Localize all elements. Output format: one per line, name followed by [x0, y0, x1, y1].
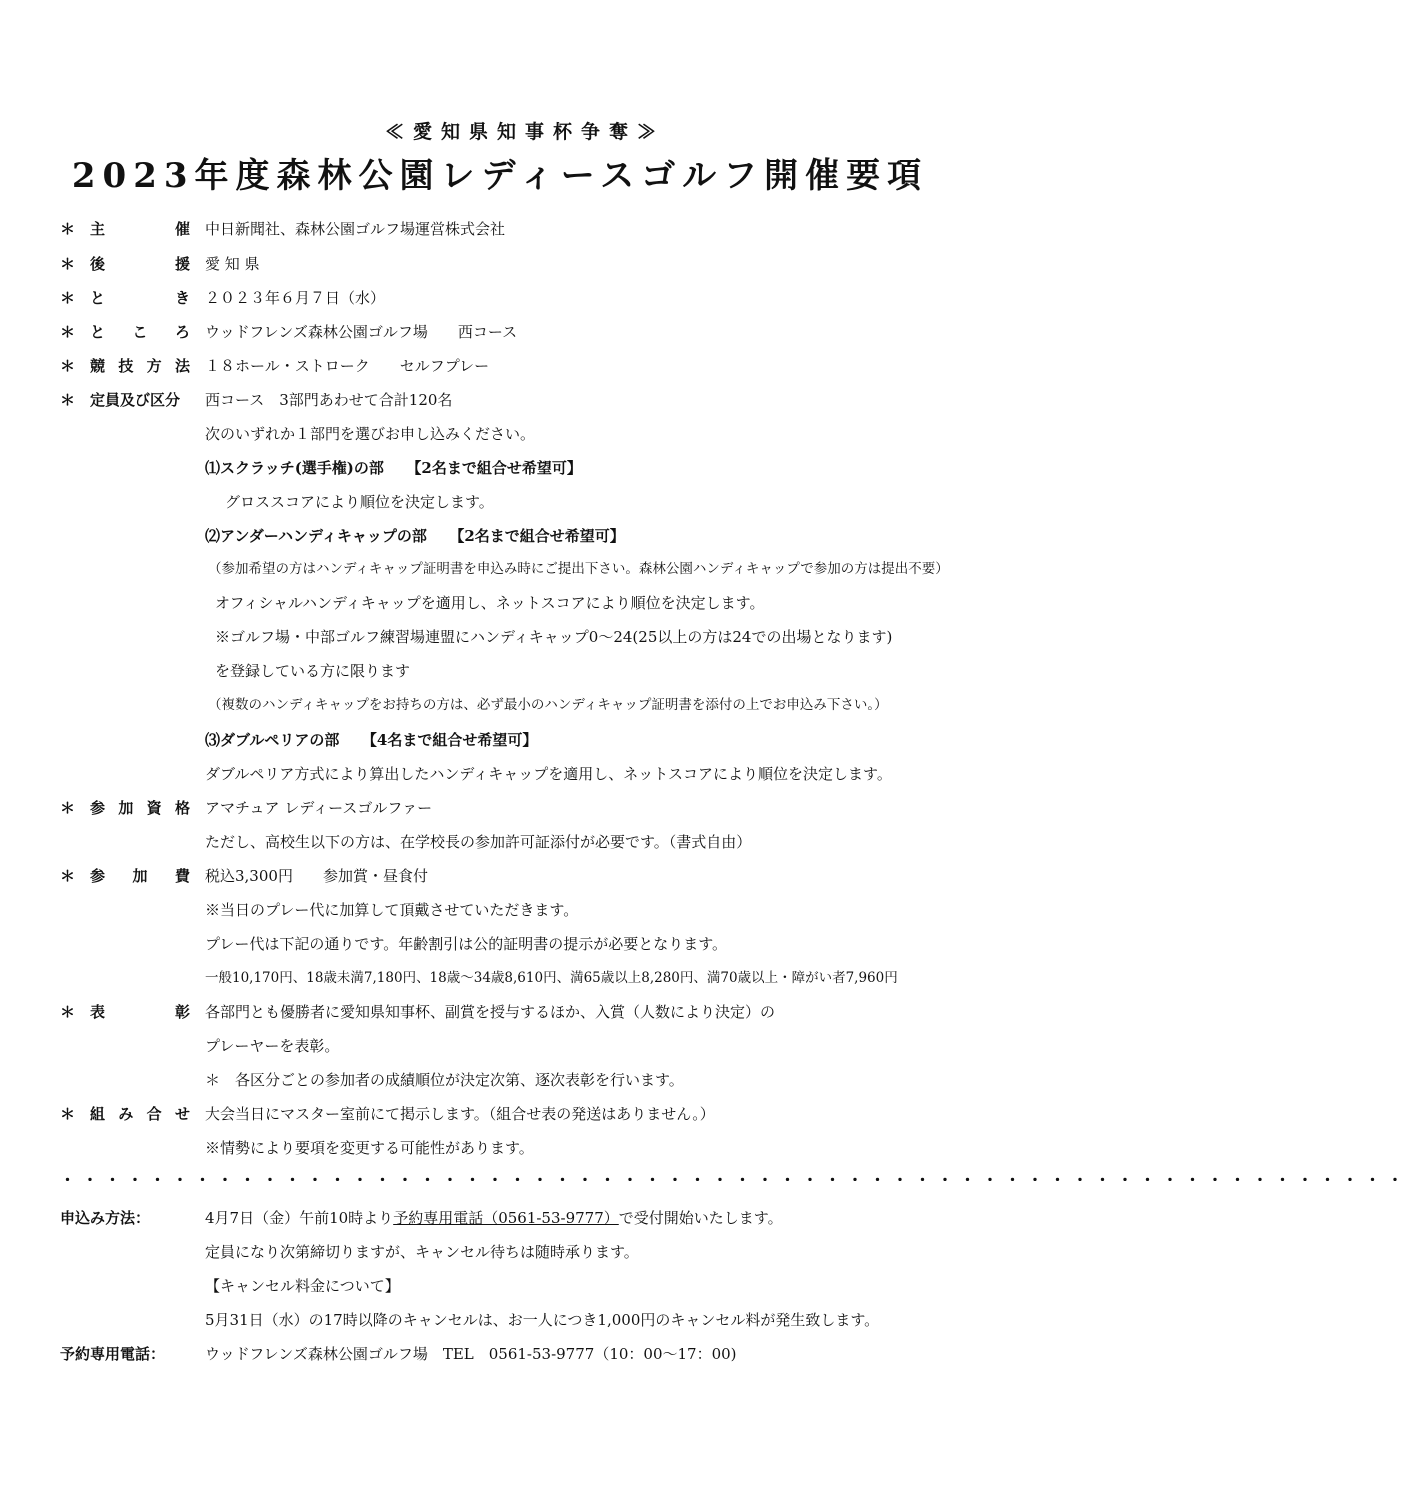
item-label: 組 み 合 せ: [90, 1105, 190, 1123]
apply-text: 4月7日（金）午前10時より予約専用電話（0561-53-9777）で受付開始いたします。: [205, 1209, 783, 1227]
bullet-asterisk: ＊: [60, 220, 76, 238]
item-label: 主 催: [90, 220, 190, 238]
reservation-value: ウッドフレンズ森林公園ゴルフ場 TEL 0561-53-9777（10：00～17：00): [205, 1345, 737, 1363]
item-label: 定員及び区分: [90, 391, 181, 409]
bullet-asterisk: ＊: [60, 1105, 76, 1123]
item-label: 競 技 方 法: [90, 357, 190, 375]
bullet-asterisk: ＊: [60, 799, 76, 817]
bullet-asterisk: ＊: [60, 255, 76, 273]
fee-value: 税込3,300円 参加賞・昼食付: [205, 867, 428, 885]
bullet-asterisk: ＊: [60, 391, 76, 409]
method-value: １８ホール・ストローク セルフプレー: [205, 357, 490, 375]
dotted-divider: ・・・・・・・・・・・・・・・・・・・・・・・・・・・・・・・・・・・・・・・・・・・・・・・・・・・・・・・・・・・・: [60, 1171, 1410, 1189]
bullet-asterisk: ＊: [60, 323, 76, 341]
date-value: ２０２３年６月７日（水）: [205, 289, 386, 307]
bullet-asterisk: ＊: [60, 289, 76, 307]
bullet-asterisk: ＊: [60, 867, 76, 885]
document-page: ≪愛知県知事杯争奪≫ 2023年度森林公園レディースゴルフ開催要項 ＊ 主 催 中日新聞社、森林公園ゴルフ場運営株式会社 ＊ 後 援 愛 知 県 ＊ と き ２０２３年６月７日（水） ＊ と こ ろ ウッドフレンズ森林公園ゴルフ場 西コース ＊ 競 技 方 法 １８ホール・ストローク セルフプレー ＊ 定員及び区分 西コース 3部門あわせて合計120名 次のいずれか１部門を選びお申し込みください。 ⑴スクラッチ(選手権)の部 【2名まで組合せ希望可】 グロススコアにより順位を決定します。 ⑵アンダーハンディキャップの部 【2名まで組合せ希望可】 （参加希望の方はハンディキャップ証明書を申込み時にご提出下さい。森林公園ハンディキャップで参加の方は提出不要） オフィシャルハンディキャップを適用し、ネットスコアにより順位を決定します。 ※ゴルフ場・中部ゴルフ練習場連盟にハンディキャップ0～24(25以上の方は24での出場となります) を登録している方に限ります （複数のハンディキャップをお持ちの方は、必ず最小のハンディキャップ証明書を添付の上でお申込み下さい。） ⑶ダブルペリアの部 【4名まで組合せ希望可】 ダブルペリア方式により算出したハンディキャップを適用し、ネットスコアにより順位を決定します。 ＊ 参 加 資 格 アマチュア レディースゴルファー ただし、高校生以下の方は、在学校長の参加許可証添付が必要です。（書式自由） ＊ 参 加 費 税込3,300円 参加賞・昼食付 ※当日のプレー代に加算して頂戴させていただきます。 プレー代は下記の通りです。年齢割引は公的証明書の提示が必要となります。 一般10,170円、18歳未満7,180円、18歳～34歳8,610円、満65歳以上8,280円、満70歳以上・障がい者7,960円 ＊ 表 彰 各部門とも優勝者に愛知県知事杯、副賞を授与するほか、入賞（人数により決定）の プレーヤーを表彰。 ＊ 各区分ごとの参加者の成績順位が決定次第、逐次表彰を行います。 ＊ 組 み 合 せ 大会当日にマスター室前にて掲示します。（組合せ表の発送はありません。） ※情勢により要項を変更する可能性があります。 ・・・・・・・・・・・・・・・・・・・・・・・・・・・・・・・・・・・・・・・・・・・・・・・・・・・・・・・・・・・・ 申込み方法： 4月7日（金）午前10時より予約専用電話（0561-53-9777）で受付開始いたします。 定員になり次第締切りますが、キャンセル待ちは随時承ります。 【キャンセル料金について】 5月31日（水）の17時以降のキャンセルは、お一人につき1,000円のキャンセル料が発生致します。 予約専用電話： ウッドフレンズ森林公園ゴルフ場 TEL 0561-53-9777（10：00～17：00): [0, 0, 1050, 1486]
pairing-value: 大会当日にマスター室前にて掲示します。（組合せ表の発送はありません。）: [205, 1105, 715, 1123]
item-label: 参 加 費: [90, 867, 190, 885]
support-value: 愛 知 県: [205, 255, 260, 273]
reservation-label: 予約専用電話：: [60, 1345, 166, 1363]
item-label: 参 加 資 格: [90, 799, 190, 817]
place-value: ウッドフレンズ森林公園ゴルフ場 西コース: [205, 323, 518, 341]
reservation-phone-link: 予約専用電話（0561-53-9777）: [393, 1209, 619, 1227]
bullet-asterisk: ＊: [60, 1003, 76, 1021]
item-label: 表 彰: [90, 1003, 190, 1021]
item-label: と こ ろ: [90, 323, 190, 341]
organizer-value: 中日新聞社、森林公園ゴルフ場運営株式会社: [205, 220, 506, 238]
bullet-asterisk: ＊: [60, 357, 76, 375]
item-label: と き: [90, 289, 190, 307]
item-label: 後 援: [90, 255, 190, 273]
document-title: 2023年度森林公園レディースゴルフ開催要項: [71, 156, 929, 196]
award-value: 各部門とも優勝者に愛知県知事杯、副賞を授与するほか、入賞（人数により決定）の: [205, 1003, 776, 1021]
capacity-value: 西コース 3部門あわせて合計120名: [205, 391, 453, 409]
apply-label: 申込み方法：: [60, 1209, 151, 1227]
event-subtitle: ≪愛知県知事杯争奪≫: [384, 121, 665, 143]
eligibility-value: アマチュア レディースゴルファー: [205, 799, 433, 817]
